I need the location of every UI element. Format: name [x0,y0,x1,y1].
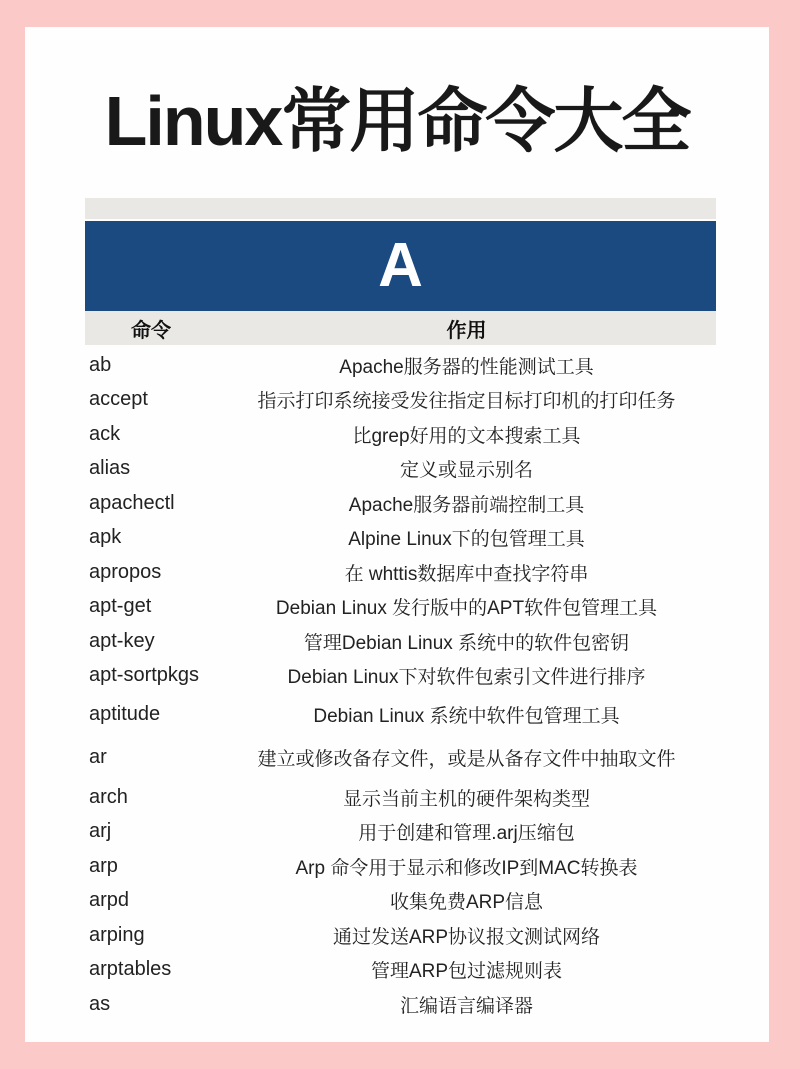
command-cell: as [89,992,111,1015]
command-cell: arping [89,923,145,946]
action-cell: 指示打印系统接受发往指定目标打印机的打印任务 [257,391,676,413]
table-row [85,780,716,815]
table-top-strip [85,198,716,219]
action-cell: 建立或修改备存文件，或是从备存文件中抽取文件 [257,749,676,771]
command-cell: apropos [89,560,162,583]
table-row [85,884,716,919]
page-title: Linux常用命令大全 [104,82,690,160]
command-cell: arj [89,820,112,843]
action-cell: 通过发送ARP协议报文测试网络 [332,926,601,948]
action-cell: 收集免费ARP信息 [389,892,544,914]
command-cell: apt-key [89,629,155,652]
table-row [85,697,716,732]
table-row [85,555,716,590]
command-cell: apk [89,526,122,549]
table-row [85,659,716,694]
table-row [85,987,716,1022]
action-cell: 在 whttis数据库中查找字符串 [344,563,589,585]
command-cell: ab [89,353,112,376]
action-cell: Alpine Linux下的包管理工具 [348,529,585,551]
command-cell: aptitude [89,702,161,725]
action-cell: 比grep好用的文本搜索工具 [352,425,581,447]
action-cell: 管理ARP包过滤规则表 [370,961,563,983]
action-cell: 定义或显示别名 [399,460,533,482]
action-cell: Debian Linux 发行版中的APT软件包管理工具 [275,598,658,620]
table-row [85,953,716,988]
section-banner [85,221,716,311]
table-row [85,348,716,383]
table-row [85,452,716,487]
action-cell: Debian Linux 系统中软件包管理工具 [313,705,620,727]
command-cell: ar [89,746,107,769]
header-action: 作用 [446,319,487,342]
command-cell: arp [89,854,118,877]
command-cell: arptables [89,958,172,981]
table-row [85,815,716,850]
table-header-row [85,311,716,345]
table-row [85,624,716,659]
command-cell: apt-get [89,595,152,618]
action-cell: 汇编语言编译器 [399,995,533,1017]
table-row [85,849,716,884]
action-cell: 显示当前主机的硬件架构类型 [342,788,590,810]
action-cell: Apache服务器前端控制工具 [348,494,585,516]
command-cell: ack [89,422,121,445]
table-row [85,590,716,625]
action-cell: Apache服务器的性能测试工具 [339,356,594,378]
command-cell: apt-sortpkgs [89,664,200,687]
action-cell: Debian Linux下对软件包索引文件进行排序 [287,667,646,689]
command-cell: accept [89,388,148,411]
table-row [85,486,716,521]
action-cell: 用于创建和管理.arj压缩包 [358,823,575,845]
table-row [85,383,716,418]
command-cell: apachectl [89,491,175,514]
command-cell: arch [89,785,128,808]
command-cell: alias [89,457,131,480]
action-cell: Arp 命令用于显示和修改IP到MAC转换表 [295,857,638,879]
table-row [85,741,716,776]
header-command: 命令 [131,319,171,342]
command-cell: arpd [89,889,130,912]
table-row [85,521,716,556]
content-card [25,27,769,1042]
table-row [85,918,716,953]
table-rows [85,345,716,1022]
command-table [85,198,716,1022]
action-cell: 管理Debian Linux 系统中的软件包密钥 [303,632,630,654]
table-row [85,417,716,452]
section-letter: A [378,231,423,300]
